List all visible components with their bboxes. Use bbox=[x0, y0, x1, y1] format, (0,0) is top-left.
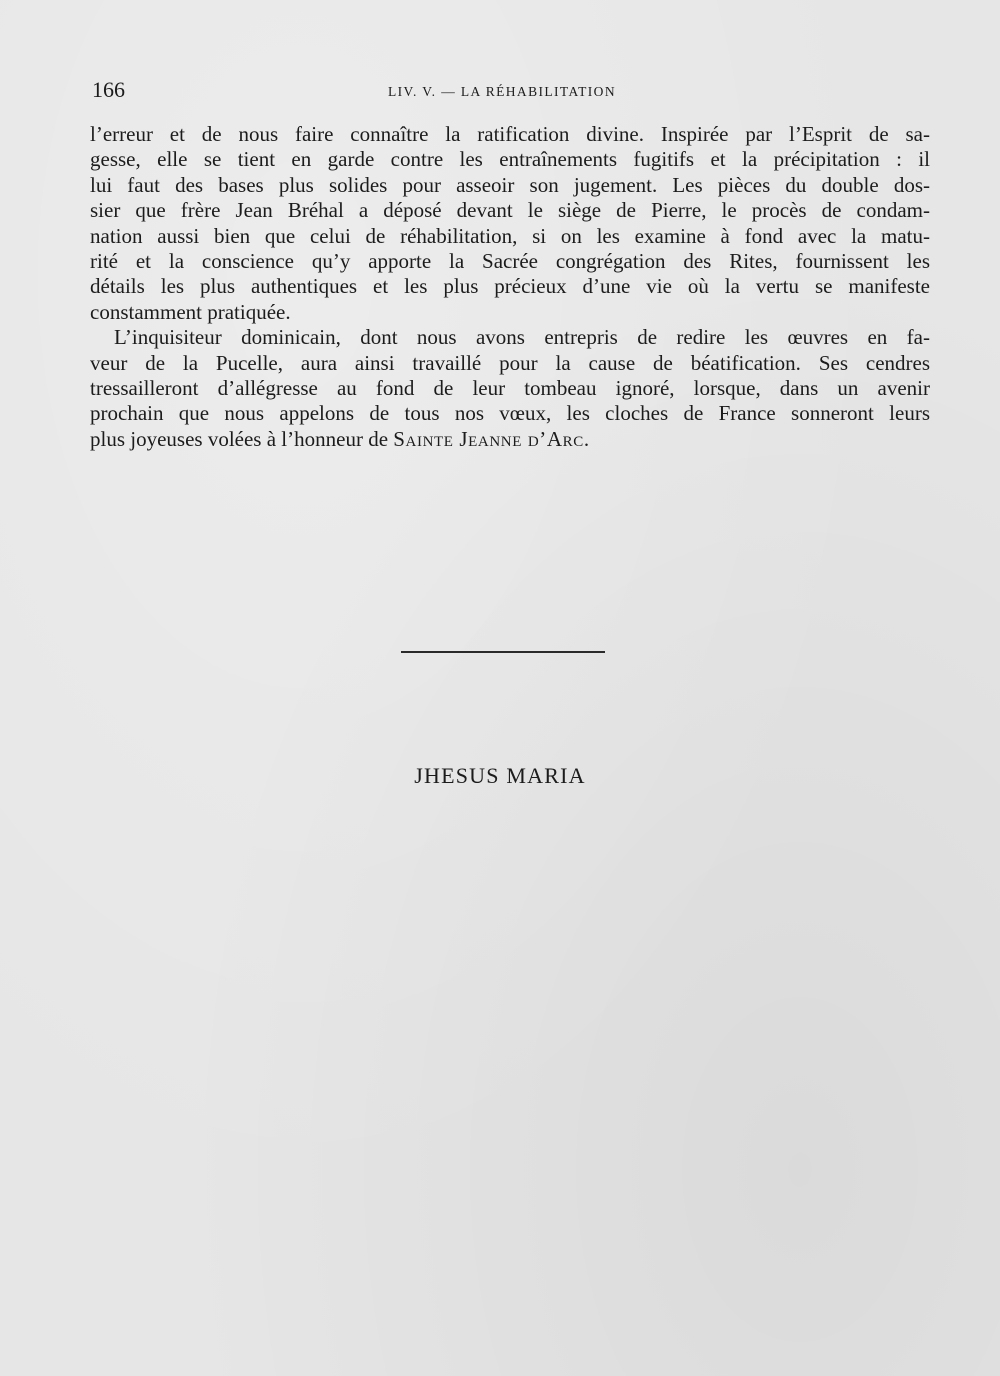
paragraph-1 bbox=[90, 122, 930, 325]
final-line-suffix: . bbox=[583, 426, 590, 451]
text-line: sier que frère Jean Bréhal a déposé devant le siège de Pierre, le procès de condam- bbox=[90, 198, 930, 223]
section-rule bbox=[401, 651, 605, 653]
paragraph-2 bbox=[90, 325, 930, 452]
text-line: tressailleront d’allégresse au fond de leur tombeau ignoré, lorsque, dans un avenir bbox=[90, 376, 930, 401]
text-line: l’erreur et de nous faire connaître la ratification divine. Inspirée par l’Esprit de sa- bbox=[90, 122, 930, 146]
running-title: LIV. V. — LA RÉHABILITATION bbox=[388, 84, 616, 99]
text-line: rité et la conscience qu’y apporte la Sacrée congrégation des Rites, fournissent les bbox=[90, 249, 930, 274]
text-line: constamment pratiquée. bbox=[90, 299, 291, 324]
text-line: lui faut des bases plus solides pour asseoir son jugement. Les pièces du double dos- bbox=[90, 172, 930, 197]
text-line: détails les plus authentiques et les plus précieux d’une vie où la vertu se manifeste bbox=[90, 274, 930, 299]
text-line: nation aussi bien que celui de réhabilitation, si on les examine à fond avec la matu- bbox=[90, 223, 930, 248]
final-line-prefix: plus joyeuses volées à l’honneur de bbox=[90, 426, 394, 451]
text-line: L’inquisiteur dominicain, dont nous avons entrepris de redire les œuvres en fa- bbox=[114, 325, 930, 350]
text-line: prochain que nous appelons de tous nos vœux, les cloches de France sonneront leurs bbox=[90, 401, 930, 426]
text-line-final bbox=[90, 427, 930, 452]
body-text bbox=[90, 122, 930, 452]
running-head bbox=[92, 78, 930, 102]
text-line: veur de la Pucelle, aura ainsi travaillé pour la cause de béatification. Ses cendres bbox=[90, 350, 930, 375]
text-line: gesse, elle se tient en garde contre les entraînements fugitifs et la précipitation : il bbox=[90, 147, 930, 172]
saint-name: Sainte Jeanne d’Arc bbox=[393, 426, 584, 451]
page-number: 166 bbox=[92, 77, 125, 102]
closing-invocation: JHESUS MARIA bbox=[414, 763, 586, 788]
